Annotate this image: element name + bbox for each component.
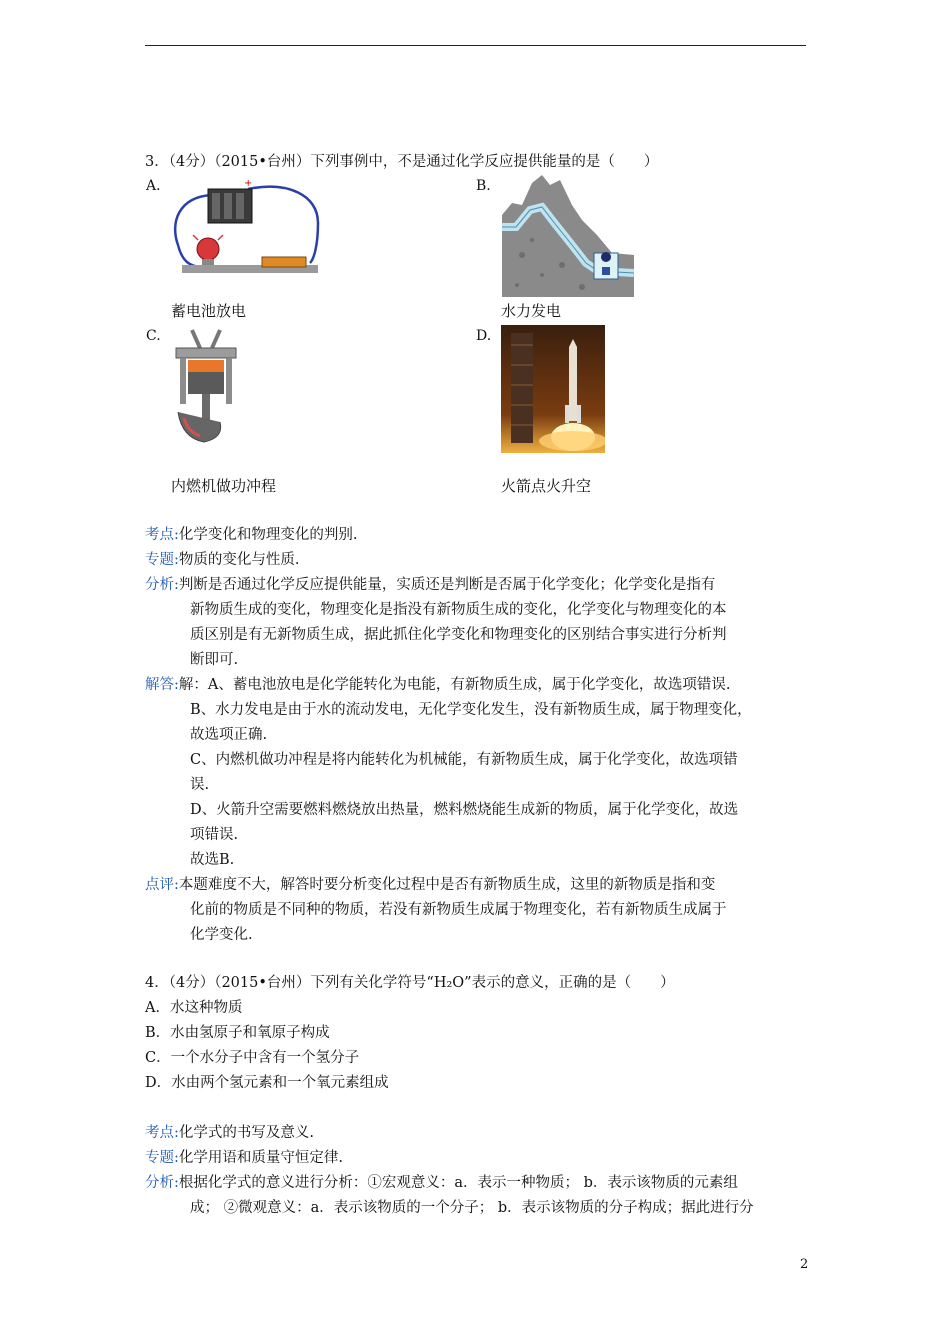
q3-fenxi-line-2: 新物质生成的变化，物理变化是指没有新物质生成的变化，化学变化与物理变化的本 [190, 602, 727, 618]
svg-text:+: + [244, 178, 253, 189]
q3-option-a-letter: A. [146, 178, 161, 194]
q4-fenxi-line-2: 成； ②微观意义：a．表示该物质的一个分子； b．表示该物质的分子构成；据此进行分 [190, 1200, 754, 1216]
q3-dianping-line-2: 化前的物质是不同种的物质，若没有新物质生成属于物理变化，若有新物质生成属于 [190, 902, 727, 918]
q3-jieda-line-4: C、内燃机做功冲程是将内能转化为机械能，有新物质生成，属于化学变化，故选项错 [190, 752, 738, 768]
q3-option-c-caption: 内燃机做功冲程 [171, 477, 277, 495]
q3-jieda-line-2: B、水力发电是由于水的流动发电，无化学变化发生，没有新物质生成，属于物理变化， [190, 702, 752, 718]
q3-option-b-caption: 水力发电 [501, 302, 562, 320]
q3-jieda-line-1: 解答:解：A、蓄电池放电是化学能转化为电能，有新物质生成，属于化学变化，故选项错误. [145, 677, 731, 693]
q4-stem: 4．（4分）（2015•台州）下列有关化学符号“H₂O”表示的意义，正确的是（ ） [145, 975, 675, 991]
q3-kaodian: 考点:化学变化和物理变化的判别. [145, 527, 358, 543]
q4-option-a: A．水这种物质 [145, 1000, 243, 1016]
q3-fenxi-line-1: 分析:判断是否通过化学反应提供能量，实质还是判断是否属于化学变化；化学变化是指有 [145, 577, 716, 593]
q3-option-a-caption: 蓄电池放电 [171, 302, 247, 320]
q3-zhuanti: 专题:物质的变化与性质. [145, 552, 300, 568]
rocket-launch-image [501, 325, 605, 453]
q4-zhuanti: 专题:化学用语和质量守恒定律. [145, 1150, 343, 1166]
q4-kaodian: 考点:化学式的书写及意义. [145, 1125, 314, 1141]
q4-option-d: D．水由两个氢元素和一个氧元素组成 [145, 1075, 389, 1091]
hydropower-image [502, 175, 634, 297]
q3-dianping-line-3: 化学变化. [190, 927, 253, 943]
q3-option-b-letter: B. [476, 178, 491, 194]
q3-option-d-letter: D. [476, 328, 492, 344]
q4-fenxi-line-1: 分析:根据化学式的意义进行分析：①宏观意义：a．表示一种物质； b．表示该物质的元素组 [145, 1175, 738, 1191]
q4-option-b: B．水由氢原子和氧原子构成 [145, 1025, 330, 1041]
q3-jieda-line-6: D、火箭升空需要燃料燃烧放出热量，燃料燃烧能生成新的物质，属于化学变化，故选 [190, 802, 739, 818]
q3-option-c-letter: C. [146, 328, 161, 344]
q3-option-d-caption: 火箭点火升空 [501, 477, 592, 495]
page-number: 2 [800, 1257, 809, 1272]
q3-dianping-line-1: 点评:本题难度不大，解答时要分析变化过程中是否有新物质生成，这里的新物质是指和变 [145, 877, 716, 893]
q3-jieda-line-5: 误. [190, 777, 210, 793]
q3-stem: 3．（4分）（2015•台州）下列事例中，不是通过化学反应提供能量的是（ ） [145, 154, 659, 170]
q3-fenxi-line-4: 断即可. [190, 652, 239, 668]
q4-option-c: C．一个水分子中含有一个氢分子 [145, 1050, 360, 1066]
q3-jieda-line-7: 项错误. [190, 827, 239, 843]
q3-jieda-line-3: 故选项正确. [190, 727, 268, 743]
battery-circuit-image [168, 175, 324, 275]
engine-piston-image [170, 326, 242, 446]
q3-jieda-line-8: 故选B. [190, 852, 235, 868]
q3-fenxi-line-3: 质区别是有无新物质生成，据此抓住化学变化和物理变化的区别结合事实进行分析判 [190, 627, 727, 643]
header-rule [145, 45, 806, 46]
